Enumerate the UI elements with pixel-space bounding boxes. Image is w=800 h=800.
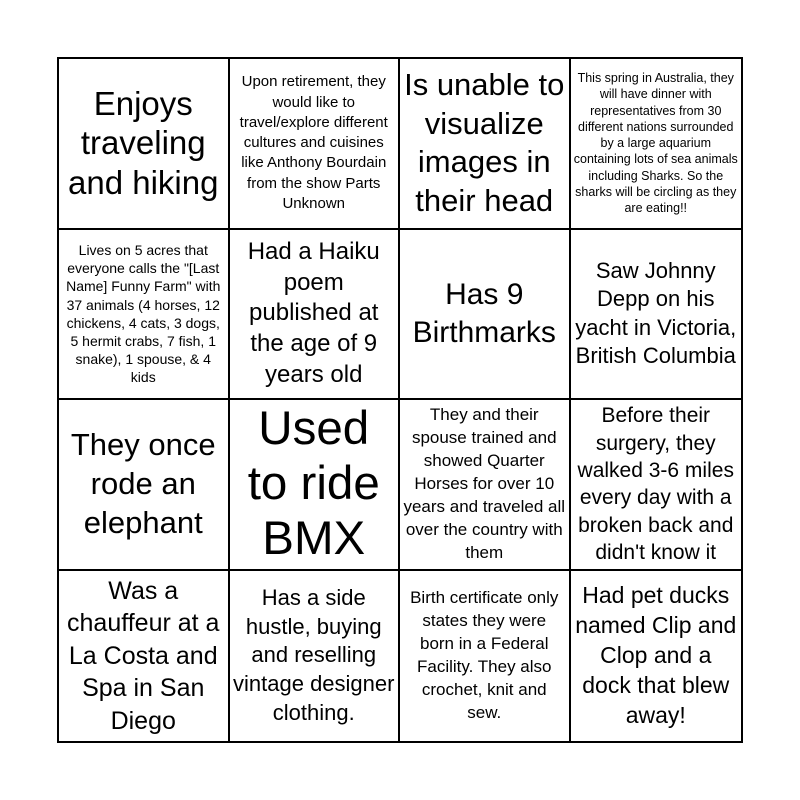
- bingo-cell[interactable]: [400, 571, 571, 742]
- bingo-cell[interactable]: [230, 59, 401, 230]
- bingo-cell[interactable]: [400, 59, 571, 230]
- bingo-cell[interactable]: [571, 571, 742, 742]
- cell-text: This spring in Australia, they will have dinner with representatives from 30 different nations surrounded by a large aquarium containing lots of sea animals including Sharks. So the sharks will be circling as they are eating!!: [573, 71, 738, 216]
- bingo-cell[interactable]: [59, 571, 230, 742]
- cell-text: Before their surgery, they walked 3-6 miles every day with a broken back and didn't know it: [577, 404, 734, 564]
- cell-text: Birth certificate only states they were born in a Federal Facility. They also crochet, knit and sew.: [410, 587, 559, 722]
- cell-text: They once rode an elephant: [70, 427, 216, 540]
- bingo-cell[interactable]: [571, 59, 742, 230]
- cell-text: Had a Haiku poem published at the age of 9 years old: [247, 237, 380, 388]
- bingo-cell[interactable]: [571, 230, 742, 401]
- bingo-cell[interactable]: [400, 230, 571, 401]
- cell-text: Used to ride BMX: [247, 402, 380, 565]
- bingo-cell[interactable]: [59, 230, 230, 401]
- bingo-cell[interactable]: [230, 230, 401, 401]
- bingo-cell[interactable]: [230, 400, 401, 571]
- cell-text: Was a chauffeur at a La Costa and Spa in San Diego: [67, 576, 220, 735]
- cell-text: Enjoys traveling and hiking: [68, 84, 219, 202]
- cell-text: Saw Johnny Depp on his yacht in Victoria, British Columbia: [575, 257, 737, 369]
- bingo-cell[interactable]: [59, 400, 230, 571]
- bingo-board: [57, 57, 743, 743]
- cell-text: Has 9 Birthmarks: [412, 278, 556, 349]
- cell-text: Had pet ducks named Clip and Clop and a dock that blew away!: [575, 582, 737, 728]
- cell-text: Upon retirement, they would like to travel/explore different cultures and cuisines like Anthony Bourdain from the show Parts Unknown: [239, 73, 388, 212]
- bingo-cell[interactable]: [230, 571, 401, 742]
- cell-text: Has a side hustle, buying and reselling vintage designer clothing.: [233, 585, 395, 725]
- cell-text: Lives on 5 acres that everyone calls the "[Last Name] Funny Farm" with 37 animals (4 horses, 12 chickens, 4 cats, 3 dogs, 5 hermit crabs, 7 fish, 1 snake), 1 spouse, & 4 kids: [66, 242, 221, 386]
- bingo-cell[interactable]: [59, 59, 230, 230]
- bingo-cell[interactable]: [400, 400, 571, 571]
- cell-text: They and their spouse trained and showed Quarter Horses for over 10 years and traveled all over the country with them: [403, 404, 566, 562]
- cell-text: Is unable to visualize images in their head: [404, 66, 565, 218]
- bingo-cell[interactable]: [571, 400, 742, 571]
